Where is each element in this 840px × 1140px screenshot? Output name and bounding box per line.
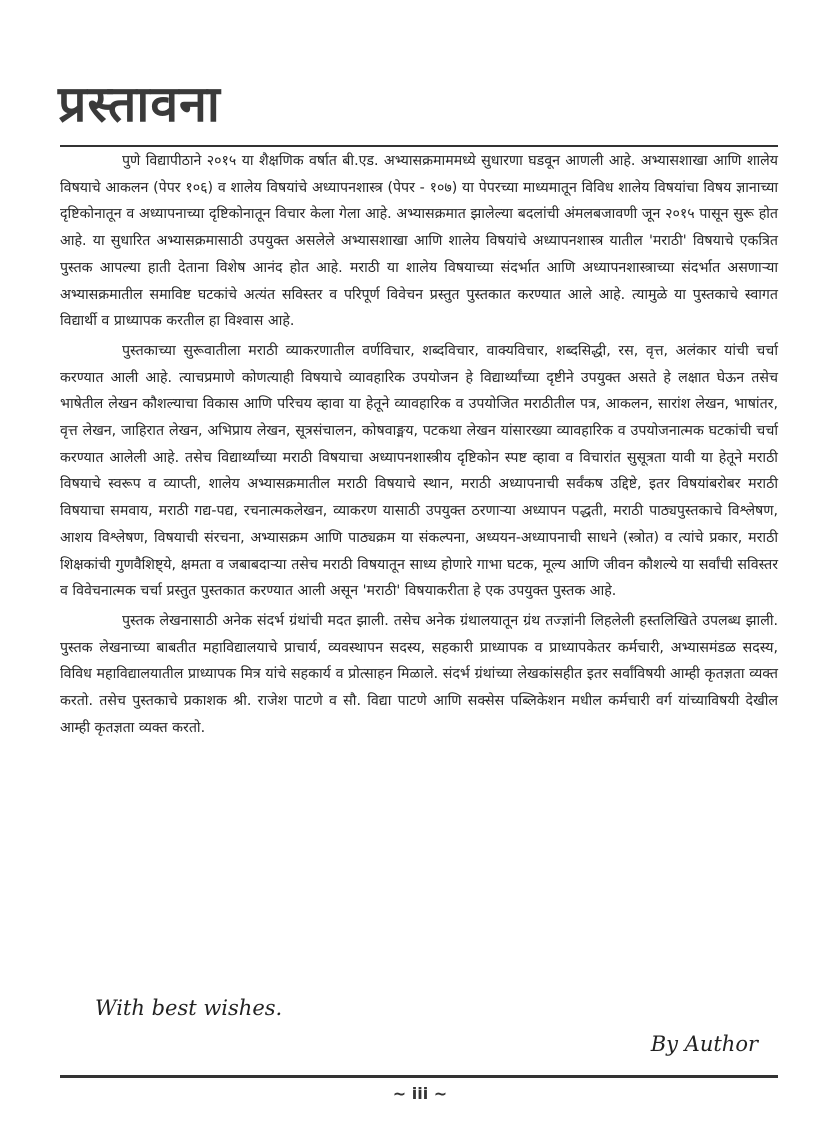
paragraph-3: पुस्तक लेखनासाठी अनेक संदर्भ ग्रंथांची मदत झाली. तसेच अनेक ग्रंथालयातून ग्रंथ तज्ज्ञांनी लिहलेली हस्तलिखिते उपलब्ध झाली. पुस्तक लेखनाच्या बाबतीत महाविद्यालयाचे प्राचार्य, व्यवस्थापन सदस्य, सहकारी प्राध्यापक व प्राध्यापकेतर कर्मचारी, अभ्यासमंडळ सदस्य, विविध महाविद्यालयातील प्राध्यापक मित्र यांचे सहकार्य व प्रोत्साहन मिळाले. संदर्भ ग्रंथांच्या लेखकांसहीत इतर सर्वांविषयी आम्ही कृतज्ञता व्यक्त करतो. तसेच पुस्तकाचे प्रकाशक श्री. राजेश पाटणे व सौ. विद्या पाटणे आणि सक्सेस पब्लिकेशन मधील कर्मचारी वर्ग यांच्याविषयी देखील आम्ही कृतज्ञता व्यक्त करतो. xyxy=(60,612,778,736)
closing-wishes: With best wishes. xyxy=(95,996,283,1020)
preface-body xyxy=(60,148,778,741)
page-title: प्रस्तावना xyxy=(58,75,221,133)
title-divider xyxy=(60,145,778,147)
author-signature: By Author xyxy=(650,1032,758,1056)
footer-divider xyxy=(60,1075,778,1078)
paragraph-1: पुणे विद्यापीठाने २०१५ या शैक्षणिक वर्षात बी.एड. अभ्यासक्रमाममध्ये सुधारणा घडवून आणली आहे. अभ्यासशाखा आणि शालेय विषयाचे आकलन (पेपर १०६) व शालेय विषयांचे अध्यापनशास्त्र (पेपर - १०७) या पेपरच्या माध्यमातून विविध शालेय विषयांचा विषय ज्ञानाच्या दृष्टिकोनातून व अध्यापनाच्या दृष्टिकोनातून विचार केला गेला आहे. अभ्यासक्रमात झालेल्या बदलांची अंमलबजावणी जून २०१५ पासून सुरू होत आहे. या सुधारित अभ्यासक्रमासाठी उपयुक्त असलेले अभ्यासशाखा आणि शालेय विषयांचे अध्यापनशास्त्र यातील 'मराठी' विषयाचे एकत्रित पुस्तक आपल्या हाती देताना विशेष आनंद होत आहे. मराठी या शालेय विषयाच्या संदर्भात आणि अध्यापनशास्त्राच्या संदर्भात असणाऱ्या अभ्यासक्रमातील समाविष्ट घटकांचे अत्यंत सविस्तर व परिपूर्ण विवेचन प्रस्तुत पुस्तकात करण्यात आले आहे. त्यामुळे या पुस्तकाचे स्वागत विद्यार्थी व प्राध्यापक करतील हा विश्वास आहे. xyxy=(60,153,778,330)
page-number: ~ iii ~ xyxy=(392,1084,448,1103)
paragraph-2: पुस्तकाच्या सुरूवातीला मराठी व्याकरणातील वर्णविचार, शब्दविचार, वाक्यविचार, शब्दसिद्धी, रस, वृत्त, अलंकार यांची चर्चा करण्यात आली आहे. त्याचप्रमाणे कोणत्याही विषयाचे व्यावहारिक उपयोजन हे विद्यार्थ्यांच्या दृष्टीने उपयुक्त असते हे लक्षात घेऊन तसेच भाषेतील लेखन कौशल्याचा विकास आणि परिचय व्हावा या हेतूने व्यावहारिक व उपयोजित मराठीतील पत्र, आकलन, सारांश लेखन, भाषांतर, वृत्त लेखन, जाहिरात लेखन, अभिप्राय लेखन, सूत्रसंचालन, कोषवाङ्मय, पटकथा लेखन यांसारख्या व्यावहारिक व उपयोजनात्मक घटकांची चर्चा करण्यात आलेली आहे. तसेच विद्यार्थ्यांच्या मराठी विषयाचा अध्यापनशास्त्रीय दृष्टिकोन स्पष्ट व्हावा व विचारांत सुसूत्रता यावी या हेतूने मराठी विषयाचे स्वरूप व व्याप्ती, शालेय अभ्यासक्रमातील मराठी विषयाचे स्थान, मराठी अध्यापनाची सर्वंकष उद्दिष्टे, इतर विषयांबरोबर मराठी विषयाचा समवाय, मराठी गद्य-पद्य, रचनात्मकलेखन, व्याकरण यासाठी उपयुक्त ठरणाऱ्या अध्यापन पद्धती, मराठी पाठ्यपुस्तकाचे विश्लेषण, आशय विश्लेषण, विषयाची संरचना, अभ्यासक्रम आणि पाठ्यक्रम या संकल्पना, अध्ययन-अध्यापनाची साधने (स्त्रोत) व त्यांचे प्रकार, मराठी शिक्षकांची गुणवैशिष्ट्ये, क्षमता व जबाबदाऱ्या तसेच मराठी विषयातून साध्य होणारे गाभा घटक, मूल्य आणि जीवन कौशल्ये या सर्वांची सविस्तर व विवेचनात्मक चर्चा प्रस्तुत पुस्तकात करण्यात आली असून 'मराठी' विषयाकरीता हे एक उपयुक्त पुस्तक आहे. xyxy=(60,342,778,600)
